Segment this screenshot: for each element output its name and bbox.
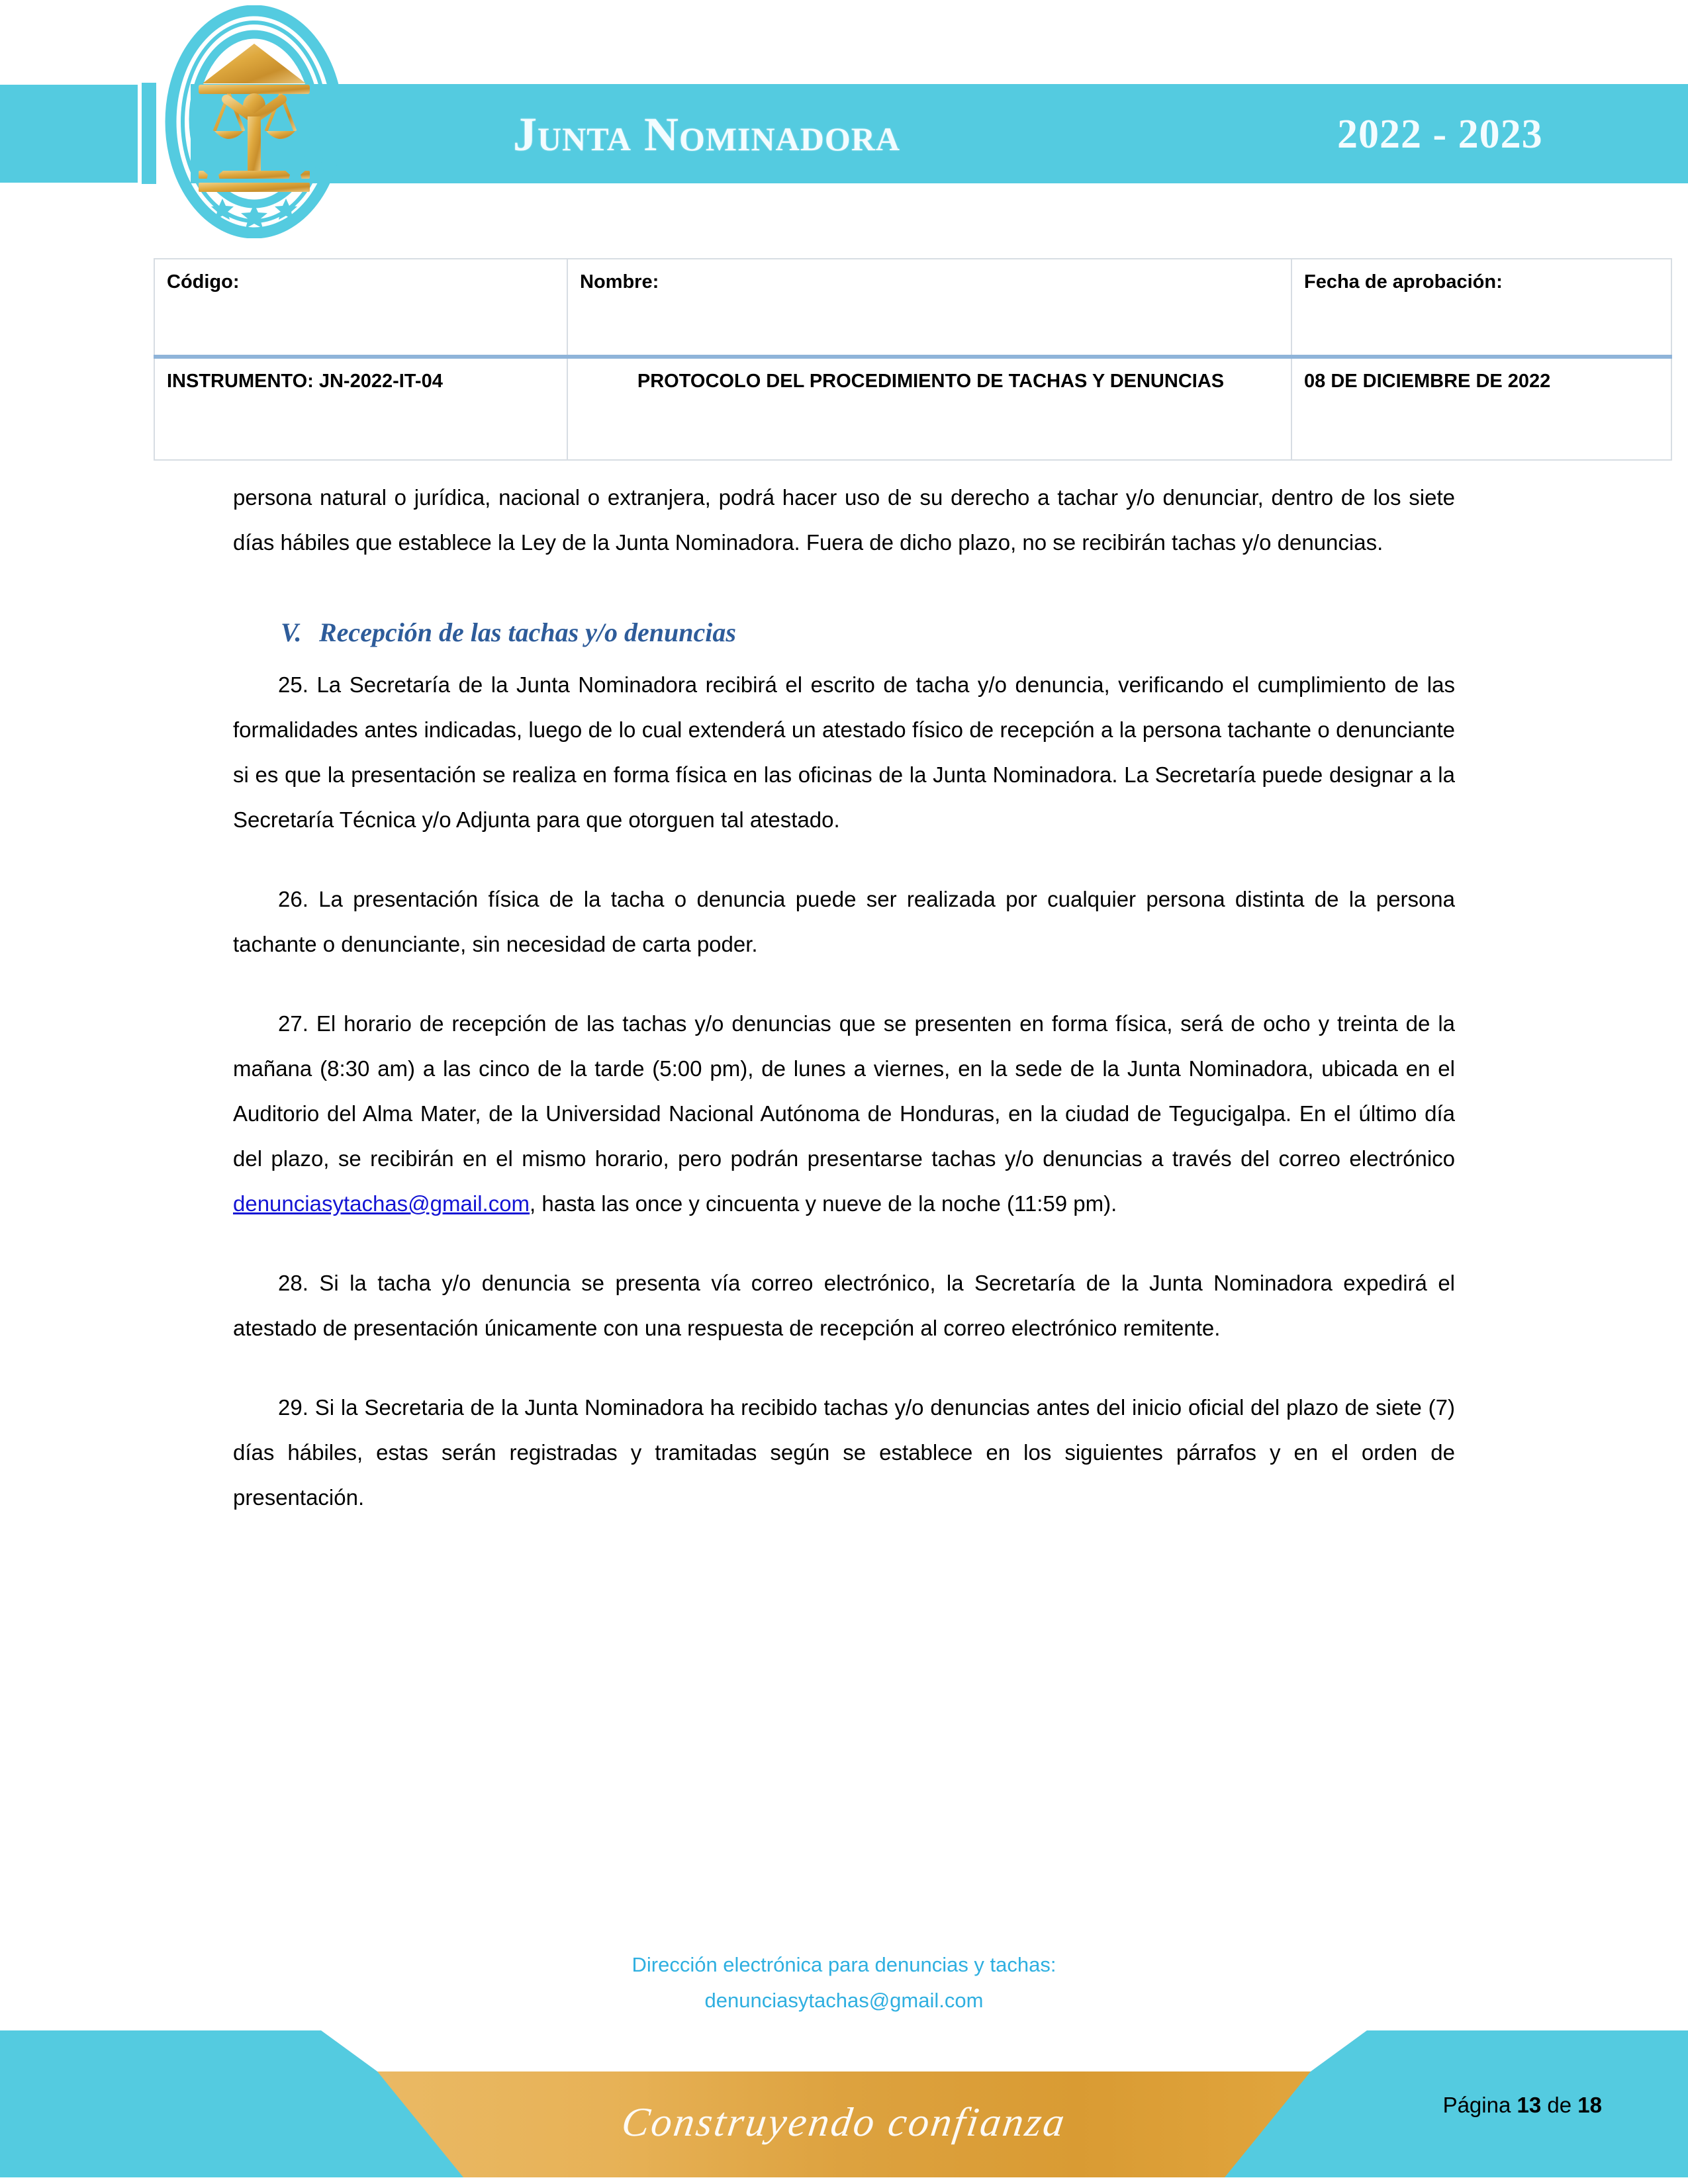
paragraph-28-text: Si la tacha y/o denuncia se presenta vía correo electrónico, la Secretaría de la Junta Nominadora expedirá el atestado de presentación únicamente con una respuesta de recepción al correo electrónico remitente. — [233, 1271, 1456, 1340]
table-header-row — [154, 259, 1671, 357]
paragraph-28-number: 28. — [278, 1271, 308, 1295]
page-header — [0, 0, 1688, 238]
paragraph-27-number: 27. — [278, 1011, 308, 1036]
cell-instrumento-code: INSTRUMENTO: JN-2022-IT-04 — [154, 357, 567, 460]
document-info-table — [154, 258, 1672, 461]
column-header-fecha: Fecha de aprobación: — [1291, 259, 1671, 357]
paragraph-26 — [233, 877, 1455, 967]
email-link-denunciasytachas[interactable]: denunciasytachas@gmail.com — [233, 1191, 530, 1216]
paragraph-27-text-before-link: El horario de recepción de las tachas y/o denuncias que se presenten en forma física, será de ocho y treinta de la mañana (8:30 am) a las cinco de la tarde (5:00 pm), de lunes a viernes, en la sede de la Junta Nominadora, ubicada en el Auditorio del Alma Mater, de la Universidad Nacional Autónoma de Honduras, en la ciudad de Tegucigalpa. En el último día del plazo, se recibirán en el mismo horario, pero podrán presentarse tachas y/o denuncias a través del correo electrónico — [233, 1011, 1455, 1171]
footer-contact-label: Dirección electrónica para denuncias y tachas: — [632, 1953, 1056, 1976]
page-middle: de — [1547, 2093, 1572, 2117]
paragraph-29 — [233, 1385, 1455, 1520]
document-body — [233, 475, 1455, 1555]
organization-title: Junta Nominadora — [513, 108, 900, 161]
justice-scale-logo-icon — [164, 5, 344, 238]
section-heading-recepcion — [233, 617, 1455, 648]
table-value-row — [154, 357, 1671, 460]
paragraph-26-text: La presentación física de la tacha o denuncia puede ser realizada por cualquier persona distinta de la persona tachante o denunciante, sin necesidad de carta poder. — [233, 887, 1455, 956]
cell-approval-date: 08 DE DICIEMBRE DE 2022 — [1291, 357, 1671, 460]
paragraph-25-text: La Secretaría de la Junta Nominadora recibirá el escrito de tacha y/o denuncia, verificando el cumplimiento de las formalidades antes indicadas, luego de lo cual extenderá un atestado físico de recepción a la persona tachante o denunciante si es que la presentación se realiza en forma física en las oficinas de la Junta Nominadora. La Secretaría puede designar a la Secretaría Técnica y/o Adjunta para que otorguen tal atestado. — [233, 672, 1455, 832]
paragraph-25 — [233, 662, 1455, 842]
page-number-indicator — [1443, 2093, 1602, 2118]
page-footer — [0, 1919, 1688, 2184]
header-band-separator — [142, 83, 156, 184]
paragraph-26-number: 26. — [278, 887, 308, 911]
paragraph-29-text: Si la Secretaria de la Junta Nominadora ha recibido tachas y/o denuncias antes del inicio oficial del plazo de siete (7) días hábiles, estas serán registradas y tramitadas según se establece en los siguientes párrafos y en el orden de presentación. — [233, 1395, 1456, 1510]
paragraph-27 — [233, 1001, 1455, 1226]
section-number: V. — [281, 617, 302, 647]
column-header-nombre: Nombre: — [567, 259, 1291, 357]
header-band-left — [0, 85, 138, 183]
paragraph-27-text-after-link: , hasta las once y cincuenta y nueve de la noche (11:59 pm). — [530, 1191, 1117, 1216]
page-current: 13 — [1517, 2093, 1542, 2117]
page-prefix: Página — [1442, 2093, 1511, 2117]
footer-slogan: Construyendo confianza — [619, 2100, 1070, 2145]
section-title: Recepción de las tachas y/o denuncias — [319, 617, 736, 647]
cell-document-name: PROTOCOLO DEL PROCEDIMIENTO DE TACHAS Y DENUNCIAS — [567, 357, 1291, 460]
continued-paragraph: persona natural o jurídica, nacional o extranjera, podrá hacer uso de su derecho a tachar y/o denunciar, dentro de los siete días hábiles que establece la Ley de la Junta Nominadora. Fuera de dicho plazo, no se recibirán tachas y/o denuncias. — [233, 485, 1455, 555]
footer-contact-block — [0, 1947, 1688, 2019]
paragraph-29-number: 29. — [278, 1395, 308, 1420]
paragraph-28 — [233, 1261, 1455, 1351]
paragraph-25-number: 25. — [278, 672, 308, 697]
page-total: 18 — [1577, 2093, 1602, 2117]
footer-contact-email: denunciasytachas@gmail.com — [704, 1989, 984, 2012]
column-header-codigo: Código: — [154, 259, 567, 357]
period-years: 2022 - 2023 — [1337, 112, 1543, 157]
